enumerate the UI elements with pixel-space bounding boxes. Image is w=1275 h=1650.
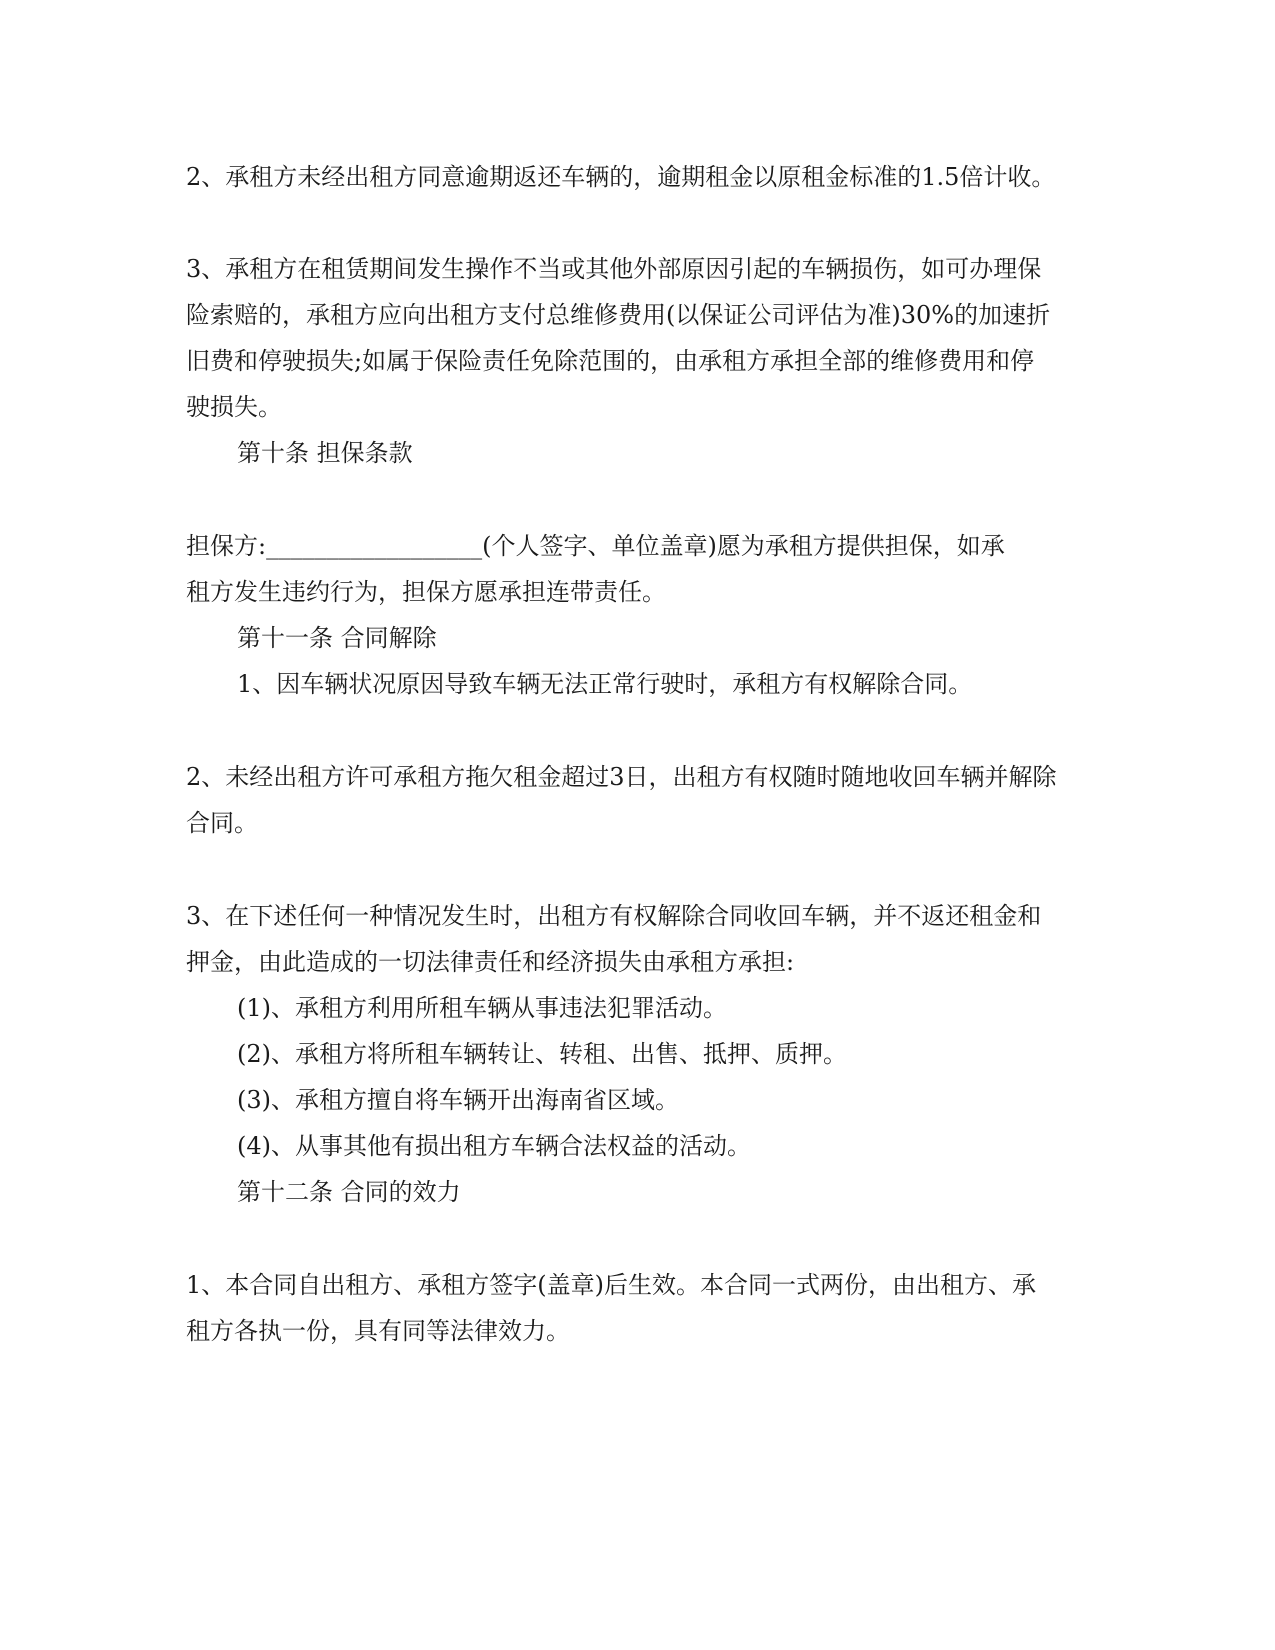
clause-11-item-1: 1、因车辆状况原因导致车辆无法正常行驶时，承租方有权解除合同。 <box>237 670 973 698</box>
clause-9-item-2: 2、承租方未经出租方同意逾期返还车辆的，逾期租金以原租金标准的1.5倍计收。 <box>186 163 1056 191</box>
guarantor-line-1: 担保方:__________________(个人签字、单位盖章)愿为承租方提供担保，如承 <box>186 532 1005 560</box>
clause-9-item-3-line-3: 旧费和停驶损失;如属于保险责任免除范围的，由承租方承担全部的维修费用和停 <box>186 347 1035 375</box>
sub-item-3: (3)、承租方擅自将车辆开出海南省区域。 <box>237 1086 679 1114</box>
clause-12-heading: 第十二条 合同的效力 <box>237 1178 461 1206</box>
clause-9-item-3-line-4: 驶损失。 <box>186 393 282 421</box>
clause-11-heading: 第十一条 合同解除 <box>237 624 437 652</box>
clause-11-item-2-line-2: 合同。 <box>186 809 258 837</box>
clause-11-item-3-line-2: 押金，由此造成的一切法律责任和经济损失由承租方承担: <box>186 948 795 976</box>
clause-12-item-1-line-2: 租方各执一份，具有同等法律效力。 <box>186 1317 570 1345</box>
clause-9-item-3-line-2: 险索赔的，承租方应向出租方支付总维修费用(以保证公司评估为准)30%的加速折 <box>186 301 1051 329</box>
clause-10-heading: 第十条 担保条款 <box>237 439 413 467</box>
clause-11-item-2-line-1: 2、未经出租方许可承租方拖欠租金超过3日，出租方有权随时随地收回车辆并解除 <box>186 763 1057 791</box>
sub-item-4: (4)、从事其他有损出租方车辆合法权益的活动。 <box>237 1132 751 1160</box>
clause-9-item-3-line-1: 3、承租方在租赁期间发生操作不当或其他外部原因引起的车辆损伤，如可办理保 <box>186 255 1042 283</box>
clause-11-item-3-line-1: 3、在下述任何一种情况发生时，出租方有权解除合同收回车辆，并不返还租金和 <box>186 902 1042 930</box>
sub-item-2: (2)、承租方将所租车辆转让、转租、出售、抵押、质押。 <box>237 1040 847 1068</box>
sub-item-1: (1)、承租方利用所租车辆从事违法犯罪活动。 <box>237 994 727 1022</box>
guarantor-line-2: 租方发生违约行为，担保方愿承担连带责任。 <box>186 578 666 606</box>
clause-12-item-1-line-1: 1、本合同自出租方、承租方签字(盖章)后生效。本合同一式两份，由出租方、承 <box>186 1271 1036 1299</box>
